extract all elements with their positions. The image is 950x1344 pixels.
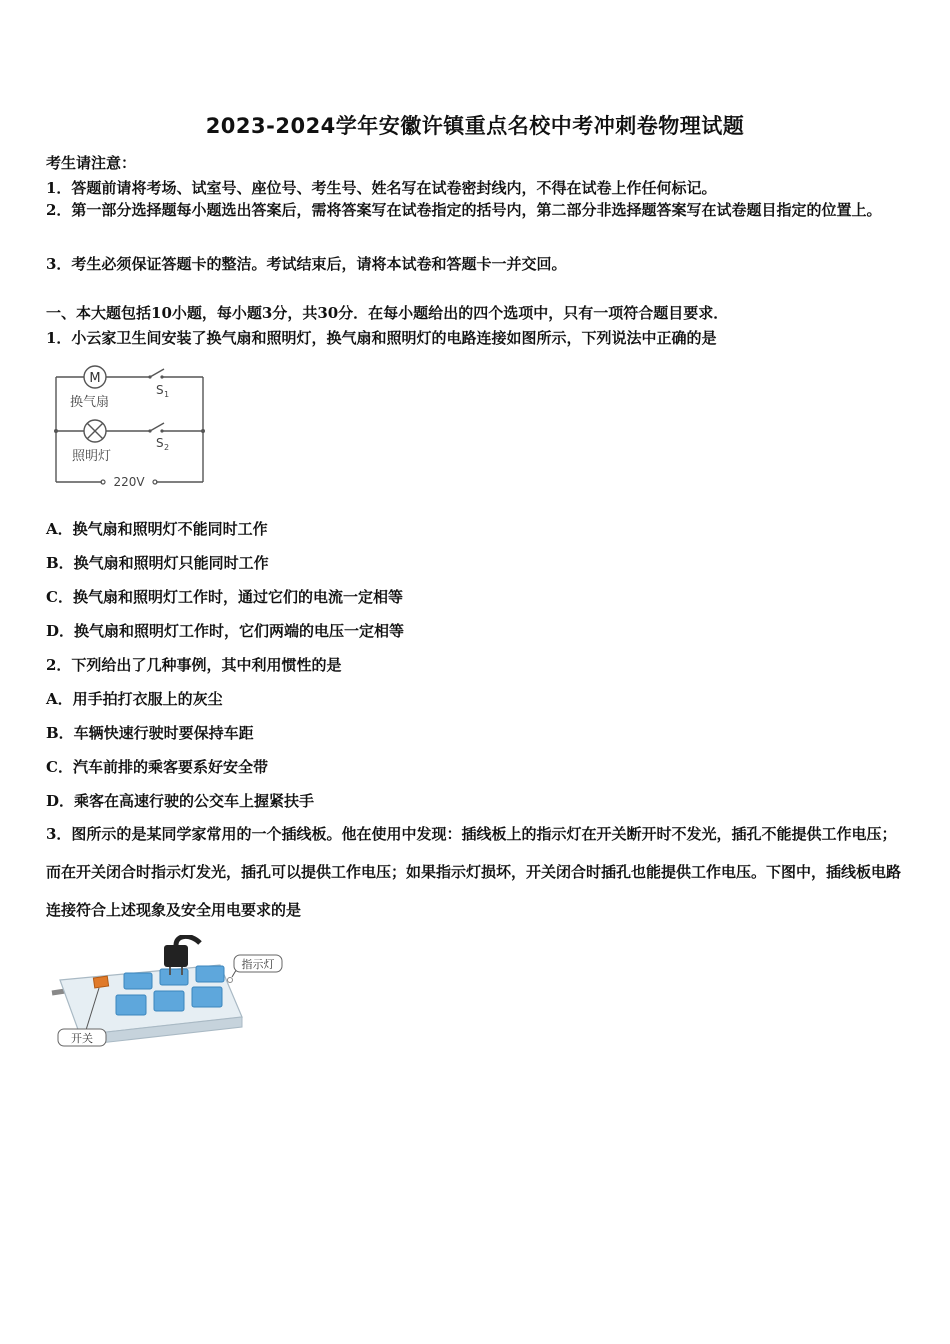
page-title: 2023-2024学年安徽许镇重点名校中考冲刺卷物理试题	[205, 114, 745, 138]
q2-option-d: D．乘客在高速行驶的公交车上握紧扶手	[46, 792, 315, 810]
power-strip-figure	[50, 935, 290, 1055]
lamp-label: 照明灯	[72, 449, 112, 464]
q2-option-c: C．汽车前排的乘客要系好安全带	[46, 758, 268, 776]
notice-item-3: 3．考生必须保证答题卡的整洁。考试结束后，请将本试卷和答题卡一并交回。	[46, 255, 567, 273]
q1-option-b: B．换气扇和照明灯只能同时工作	[46, 554, 269, 572]
question-1-stem: 1．小云家卫生间安装了换气扇和照明灯，换气扇和照明灯的电路连接如图所示，下列说法中正确的是	[46, 329, 717, 347]
question-2-stem: 2．下列给出了几种事例，其中利用惯性的是	[46, 656, 342, 674]
indicator-label: 指示灯	[241, 958, 275, 971]
switch-label: 开关	[71, 1032, 93, 1045]
notice-heading: 考生请注意：	[46, 154, 137, 172]
notice-item-2: 2．第一部分选择题每小题选出答案后，需将答案写在试卷指定的括号内，第二部分非选择题答案写在试卷题目指定的位置上。	[46, 201, 882, 219]
fan-label: 换气扇	[70, 395, 110, 410]
q1-option-a: A．换气扇和照明灯不能同时工作	[46, 520, 268, 538]
switch-s1-label: S	[156, 383, 164, 397]
question-3-stem: 3．图所示的是某同学家常用的一个插线板。他在使用中发现：插线板上的指示灯在开关断开时不发光，插孔不能提供工作电压；而在开关闭合时指示灯发光，插孔可以提供工作电压；如果指示灯损坏，开关闭合时插孔也能提供工作电压。下图中，插线板电路连接符合上述现象及安全用电要求的是	[46, 825, 902, 919]
q2-option-a: A．用手拍打衣服上的灰尘	[46, 690, 223, 708]
voltage-label: 220V	[113, 475, 145, 489]
section-1-heading: 一、本大题包括10小题，每小题3分，共30分．在每小题给出的四个选项中，只有一项符合题目要求．	[46, 304, 729, 322]
q1-option-c: C．换气扇和照明灯工作时，通过它们的电流一定相等	[46, 588, 403, 606]
q1-option-d: D．换气扇和照明灯工作时，它们两端的电压一定相等	[46, 622, 405, 640]
switch-s2-subscript: 2	[164, 443, 170, 452]
motor-symbol: M	[89, 371, 101, 386]
switch-s2-label: S	[156, 436, 164, 450]
circuit-diagram	[50, 362, 210, 492]
notice-item-1: 1．答题前请将考场、试室号、座位号、考生号、姓名写在试卷密封线内，不得在试卷上作任何标记。	[46, 179, 717, 197]
switch-s1-subscript: 1	[164, 390, 170, 399]
q2-option-b: B．车辆快速行驶时要保持车距	[46, 724, 254, 742]
